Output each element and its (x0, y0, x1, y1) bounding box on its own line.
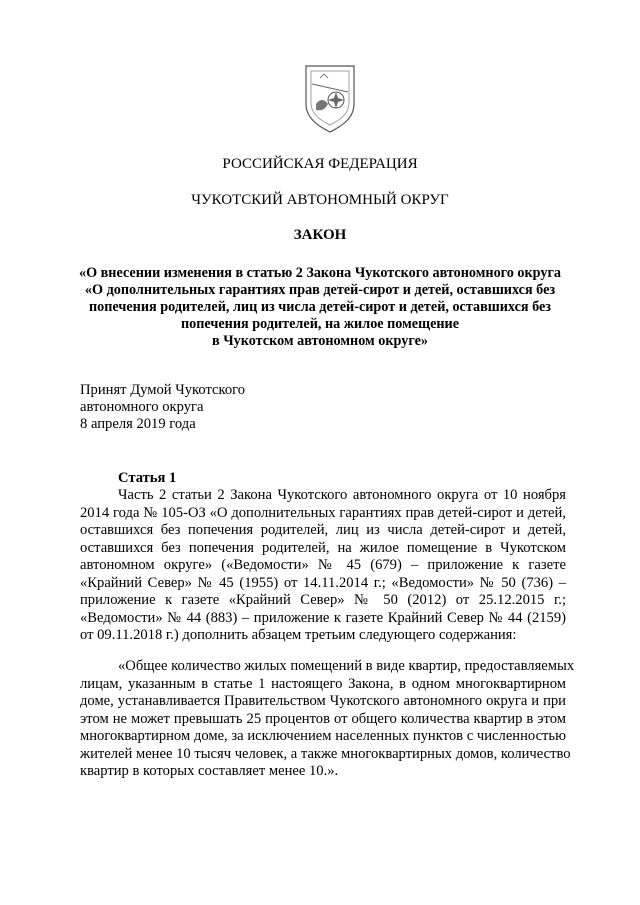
paragraph-line: лицам, указанным в статье 1 настоящего Закона, в одном многоквартирном (80, 675, 566, 692)
law-title (0, 265, 640, 350)
paragraph-line: жителей менее 10 тысяч человек, а также многоквартирных домов, количество (80, 745, 571, 762)
article-paragraph-1 (80, 487, 566, 645)
paragraph-line: этом не может превышать 25 процентов от общего количества квартир в этом (80, 710, 566, 727)
document-type: ЗАКОН (293, 227, 347, 243)
law-title-line: попечения родителей, на жилое помещение (180, 316, 460, 332)
law-title-line: «О внесении изменения в статью 2 Закона Чукотского автономного округа (78, 265, 562, 281)
law-title-line: «О дополнительных гарантиях прав детей-сирот и детей, оставшихся без (84, 282, 556, 298)
header-region: ЧУКОТСКИЙ АВТОНОМНЫЙ ОКРУГ (191, 192, 449, 208)
paragraph-line: «Общее количество жилых помещений в виде квартир, предоставляемых (118, 658, 575, 674)
adoption-line: Принят Думой Чукотского (80, 382, 246, 398)
paragraph-line: «Ведомости» № 44 (883) – приложение к газете Крайний Север № 44 (2159) (80, 609, 566, 626)
article-paragraph-2 (80, 658, 575, 781)
law-title-line: в Чукотском автономном округе» (212, 333, 428, 349)
paragraph-line: Часть 2 статьи 2 Закона Чукотского автономного округа от 10 ноября (118, 487, 566, 503)
paragraph-line: автономном округе» («Ведомости» № 45 (679) – приложение к газете (80, 557, 566, 573)
paragraph-line: «Крайний Север» № 45 (1955) от 14.11.2014 г.; «Ведомости» № 50 (736) – (80, 574, 566, 591)
paragraph-line: приложение к газете «Крайний Север» № 50 (2012) от 25.12.2015 г.; (80, 592, 566, 608)
paragraph-line: многоквартирном доме, за исключением населенных пунктов с численностью (80, 728, 566, 744)
adoption-date: 8 апреля 2019 года (80, 416, 196, 432)
paragraph-line: 2014 года № 105-ОЗ «О дополнительных гарантиях прав детей-сирот и детей, (80, 504, 566, 521)
paragraph-line: квартир в которых составляет менее 10.». (80, 763, 339, 779)
paragraph-line: от 09.11.2018 г.) дополнить абзацем третьим следующего содержания: (80, 627, 517, 643)
coat-of-arms-icon (302, 60, 358, 134)
header-country: РОССИЙСКАЯ ФЕДЕРАЦИЯ (222, 156, 418, 172)
paragraph-line: доме, устанавливается Правительством Чукотского автономного округа и при (80, 693, 566, 709)
paragraph-line: оставшихся без попечения родителей, на жилое помещение в Чукотском (80, 539, 566, 556)
article-heading: Статья 1 (118, 470, 177, 486)
adoption-info (80, 382, 245, 433)
adoption-line: автономного округа (80, 399, 204, 415)
law-title-line: попечения родителей, лиц из числа детей-сирот и детей, оставшихся без (88, 299, 552, 315)
paragraph-line: оставшихся без попечения родителей, лиц из числа детей-сирот и детей, (80, 522, 566, 538)
